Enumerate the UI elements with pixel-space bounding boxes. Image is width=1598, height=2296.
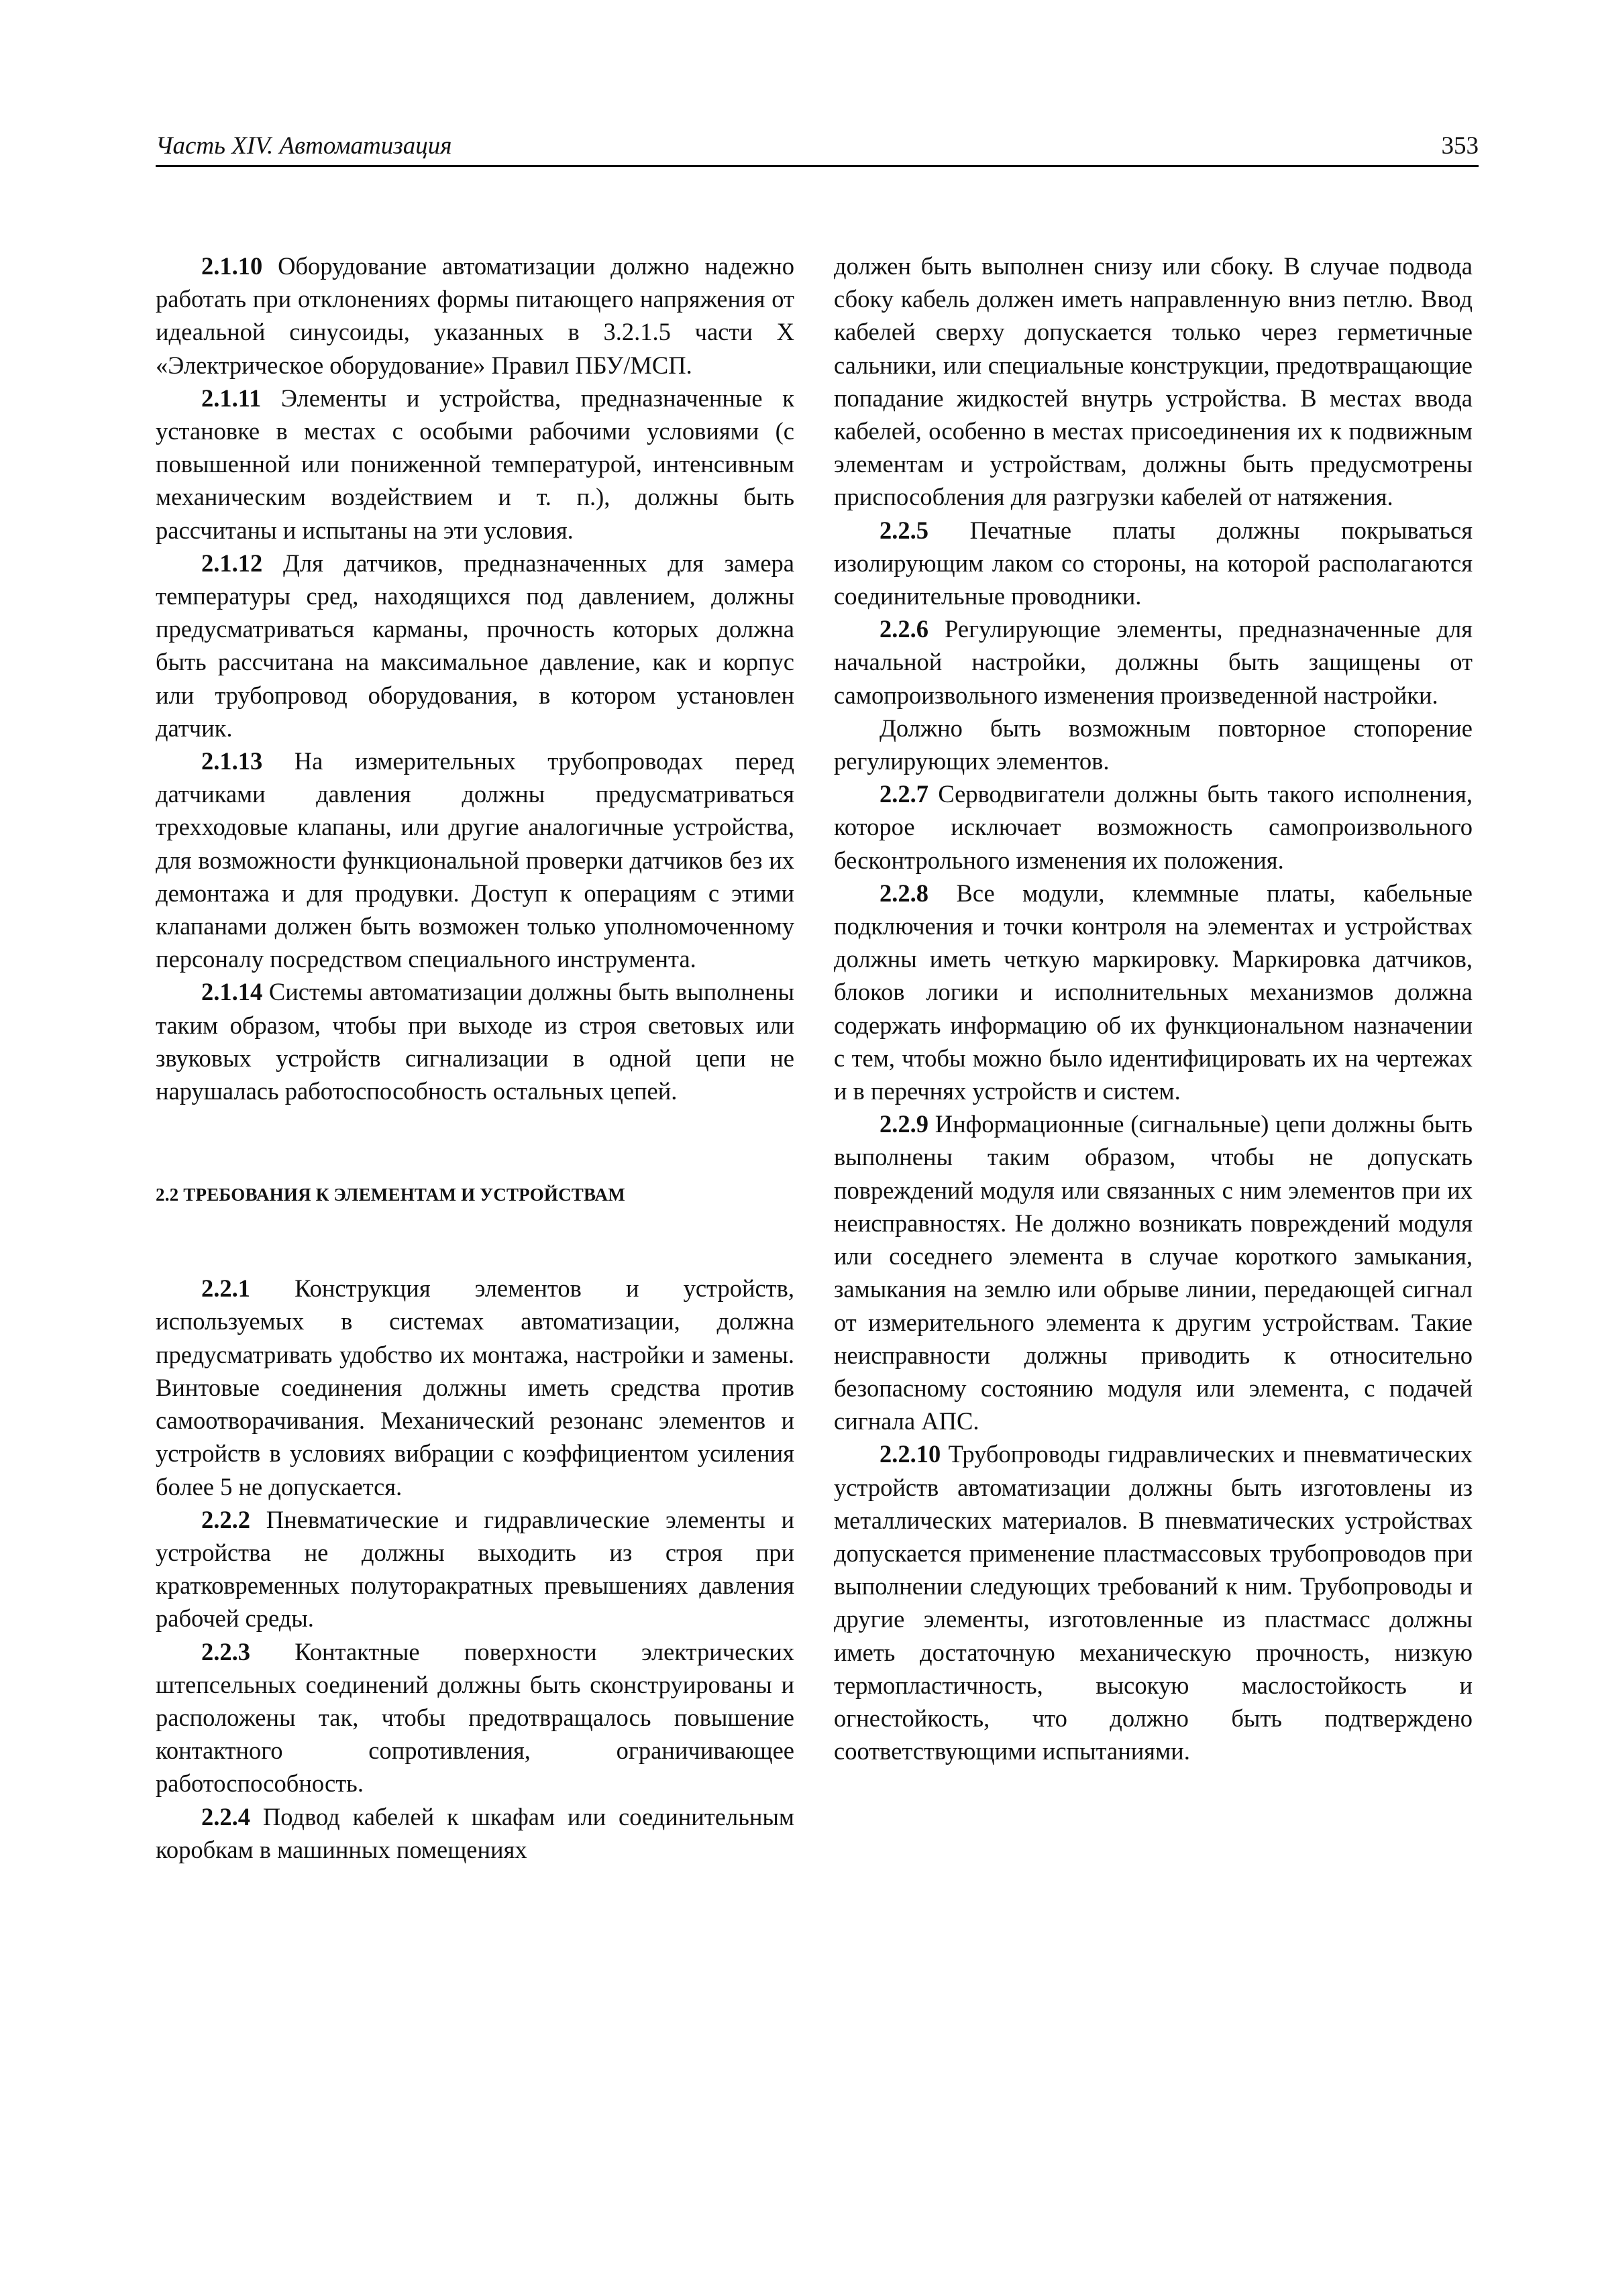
paragraph-text: Системы автоматизации должны быть выполнены таким образом, чтобы при выходе из строя световых или звуковых устройств сигнализации в одной цепи не нарушалась работоспособность остальных цепей. [156, 978, 794, 1105]
paragraph [156, 250, 794, 382]
paragraph-text: Трубопроводы гидравлических и пневматических устройств автоматизации должны быть изготовлены из металлических материалов. В пневматических устройствах допускается применение пластмассовых трубопроводов при выполнении следующих требований к ним. Трубопроводы и другие элементы, изготовленные из пластмасс должны иметь достаточную механическую прочность, низкую термопластичность, высокую маслостойкость и огнестойкость, что должно быть подтверждено соответствующими испытаниями. [834, 1440, 1473, 1765]
clause-number: 2.2.2 [201, 1505, 250, 1533]
clause-number: 2.2.7 [880, 780, 928, 808]
part-title: Часть XIV. Автоматизация [156, 132, 452, 160]
paragraph-text: Подвод кабелей к шкафам или соединительным коробкам в машинных помещениях [156, 1802, 795, 1863]
paragraph [834, 877, 1473, 1107]
paragraph-text: Информационные (сигнальные) цепи должны быть выполнены таким образом, чтобы не допускать повреждений модуля или связанных с ним элементов при их неисправностях. Не должно возникать повреждений модуля или соседнего элемента в случае короткого замыкания, замыкания на землю или обрыве линии, передающей сигнал от измерительного элемента к другим устройствам. Такие неисправности должны приводить к относительно безопасному состоянию модуля или элемента, с подачей сигнала АПС. [834, 1110, 1473, 1435]
paragraph-text: Серводвигатели должны быть такого исполнения, которое исключает возможность самопроизвольного бесконтрольного изменения их положения. [834, 780, 1473, 874]
clause-number: 2.2.4 [201, 1802, 250, 1830]
clause-number: 2.1.10 [201, 252, 263, 280]
paragraph [834, 1437, 1473, 1767]
paragraph-text: Регулирующие элементы, предназначенные для начальной настройки, должны быть защищены от самопроизвольного изменения произведенной настройки. [834, 615, 1473, 709]
paragraph-text: Конструкция элементов и устройств, используемых в системах автоматизации, должна предусматривать удобство их монтажа, настройки и замены. Винтовые соединения должны иметь средства против самоотворачивания. Механический резонанс элементов и устройств в условиях вибрации с коэффициентом усиления более 5 не допускается. [156, 1274, 794, 1500]
paragraph-text: На измерительных трубопроводах перед датчиками давления должны предусматриваться трехходовые клапаны, или другие аналогичные устройства, для возможности функциональной проверки датчиков без их демонтажа и для продувки. Доступ к операциям с этими клапанами должен быть возможен только уполномоченному персоналу посредством специального инструмента. [156, 747, 794, 973]
paragraph-text: Должно быть возможным повторное стопорение регулирующих элементов. [834, 714, 1473, 775]
paragraph [156, 975, 794, 1107]
page-number: 353 [1441, 132, 1479, 160]
paragraph [156, 1635, 794, 1800]
right-column [834, 250, 1473, 1767]
section-heading: 2.2 ТРЕБОВАНИЯ К ЭЛЕМЕНТАМ И УСТРОЙСТВАМ [156, 1185, 625, 1205]
paragraph [156, 745, 794, 975]
paragraph-text: Оборудование автоматизации должно надежно работать при отклонениях формы питающего напряжения от идеальной синусоиды, указанных в 3.2.1.5 части X «Электрическое оборудование» Правил ПБУ/МСП. [156, 252, 794, 379]
paragraph-text: Для датчиков, предназначенных для замера температуры сред, находящихся под давлением, должны предусматриваться карманы, прочность которых должна быть рассчитана на максимальное давление, как и корпус или трубопровод оборудования, в котором установлен датчик. [156, 549, 794, 742]
clause-number: 2.2.10 [880, 1440, 941, 1468]
paragraph-text: Все модули, клеммные платы, кабельные подключения и точки контроля на элементах и устройствах должны иметь четкую маркировку. Маркировка датчиков, блоков логики и исполнительных механизмов должна содержать информацию об их функциональном назначении с тем, чтобы можно было идентифицировать их на чертежах и в перечнях устройств и систем. [834, 879, 1473, 1105]
clause-number: 2.1.12 [201, 549, 263, 577]
paragraph [156, 1503, 794, 1635]
paragraph [156, 382, 794, 547]
paragraph [834, 250, 1473, 514]
clause-number: 2.1.14 [201, 978, 263, 1006]
right-paragraphs [834, 250, 1473, 1767]
header-rule [156, 165, 1479, 167]
clause-number: 2.2.6 [880, 615, 928, 643]
clause-number: 2.2.1 [201, 1274, 250, 1303]
paragraph [156, 1272, 794, 1502]
paragraph [834, 612, 1473, 712]
clause-number: 2.2.8 [880, 879, 928, 907]
left-paragraphs-after [156, 1272, 794, 1866]
paragraph [156, 1800, 794, 1866]
paragraph [156, 547, 794, 745]
clause-number: 2.2.3 [201, 1637, 250, 1665]
paragraph-text: Элементы и устройства, предназначенные к установке в местах с особыми рабочими условиями (с повышенной или пониженной температурой, интенсивным механическим воздействием и т. п.), должны быть рассчитаны и испытаны на эти условия. [156, 384, 794, 544]
left-paragraphs-before [156, 250, 794, 1107]
clause-number: 2.1.13 [201, 747, 263, 775]
left-column [156, 250, 794, 1866]
paragraph-text: Контактные поверхности электрических штепсельных соединений должны быть сконструированы и расположены так, чтобы предотвращалось повышение контактного сопротивления, ограничивающее работоспособность. [156, 1637, 794, 1798]
clause-number: 2.2.5 [880, 516, 928, 544]
clause-number: 2.1.11 [201, 384, 262, 412]
running-header [156, 131, 1479, 160]
paragraph-text: Печатные платы должны покрываться изолирующим лаком со стороны, на которой располагаются соединительные проводники. [834, 516, 1473, 610]
clause-number: 2.2.9 [880, 1110, 928, 1138]
paragraph [834, 1107, 1473, 1437]
paragraph-text: должен быть выполнен снизу или сбоку. В случае подвода сбоку кабель должен иметь направленную вниз петлю. Ввод кабелей сверху допускается только через герметичные сальники, или специальные конструкции, предотвращающие попадание жидкостей внутрь устройства. В местах ввода кабелей, особенно в местах присоединения их к подвижным элементам и устройствам, должны быть предусмотрены приспособления для разгрузки кабелей от натяжения. [834, 252, 1473, 511]
paragraph [834, 777, 1473, 877]
paragraph [834, 712, 1473, 777]
paragraph-text: Пневматические и гидравлические элементы и устройства не должны выходить из строя при кратковременных полуторакратных превышениях давления рабочей среды. [156, 1505, 794, 1633]
paragraph [834, 514, 1473, 613]
